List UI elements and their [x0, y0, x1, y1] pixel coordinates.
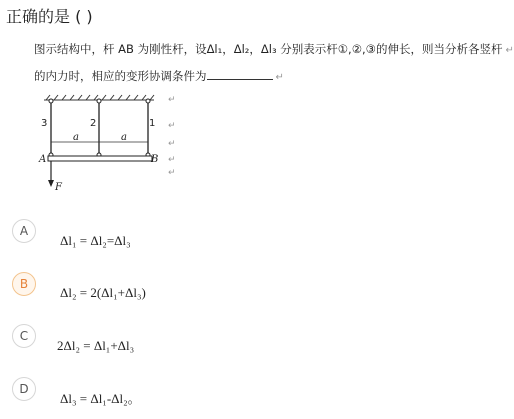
- option-d-text[interactable]: Δl₃ = Δl₁-Δl₂。: [60, 391, 141, 406]
- option-b-badge[interactable]: B: [12, 272, 36, 296]
- return-mark-icon: ↵: [168, 95, 176, 105]
- bar-label-1: 1: [149, 118, 156, 129]
- pin-joint: [146, 99, 150, 103]
- pin-joint: [49, 99, 53, 103]
- stem-text-1: 图示结构中，杆 AB 为刚性杆，设Δl₁，Δl₂，Δl₃ 分别表示杆①,②,③的伸长，则当分析各竖杆: [34, 42, 503, 56]
- return-mark-icon: ↵: [168, 139, 176, 149]
- option-c-text[interactable]: 2Δl₂ = Δl₁+Δl₃: [57, 338, 135, 353]
- stem-text-2: 的内力时，相应的变形协调条件为: [34, 69, 207, 83]
- option-a-text[interactable]: Δl₁ = Δl₂=Δl₃: [60, 233, 131, 248]
- return-mark-icon: ↵: [505, 45, 514, 56]
- return-mark-icon: ↵: [168, 155, 176, 165]
- question-title: 正确的是 ( ): [6, 7, 93, 26]
- option-d-badge[interactable]: D: [12, 377, 36, 401]
- answer-blank: [207, 68, 273, 80]
- rigid-bar-ab: [48, 156, 152, 161]
- bar-label-3: 3: [41, 118, 48, 129]
- return-mark-icon: ↵: [275, 72, 284, 83]
- force-arrow-icon: [48, 161, 54, 187]
- question-stem-line-2: [34, 68, 284, 84]
- point-b-label: B: [151, 154, 159, 165]
- bar-label-2: 2: [90, 118, 97, 129]
- pin-joint: [97, 99, 101, 103]
- option-b-text[interactable]: Δl₂ = 2(Δl₁+Δl₃): [60, 285, 146, 300]
- question-stem-line-1: [34, 41, 514, 57]
- option-a-badge[interactable]: A: [12, 219, 36, 243]
- option-c-badge[interactable]: C: [12, 324, 36, 348]
- point-a-label: A: [39, 154, 47, 165]
- span-label-right: a: [121, 132, 127, 143]
- vertical-bars: [51, 101, 148, 155]
- span-label-left: a: [73, 132, 79, 143]
- structure-diagram: [36, 92, 186, 202]
- return-mark-icon: ↵: [168, 168, 176, 178]
- return-mark-icon: ↵: [168, 121, 176, 131]
- force-label: F: [55, 182, 62, 193]
